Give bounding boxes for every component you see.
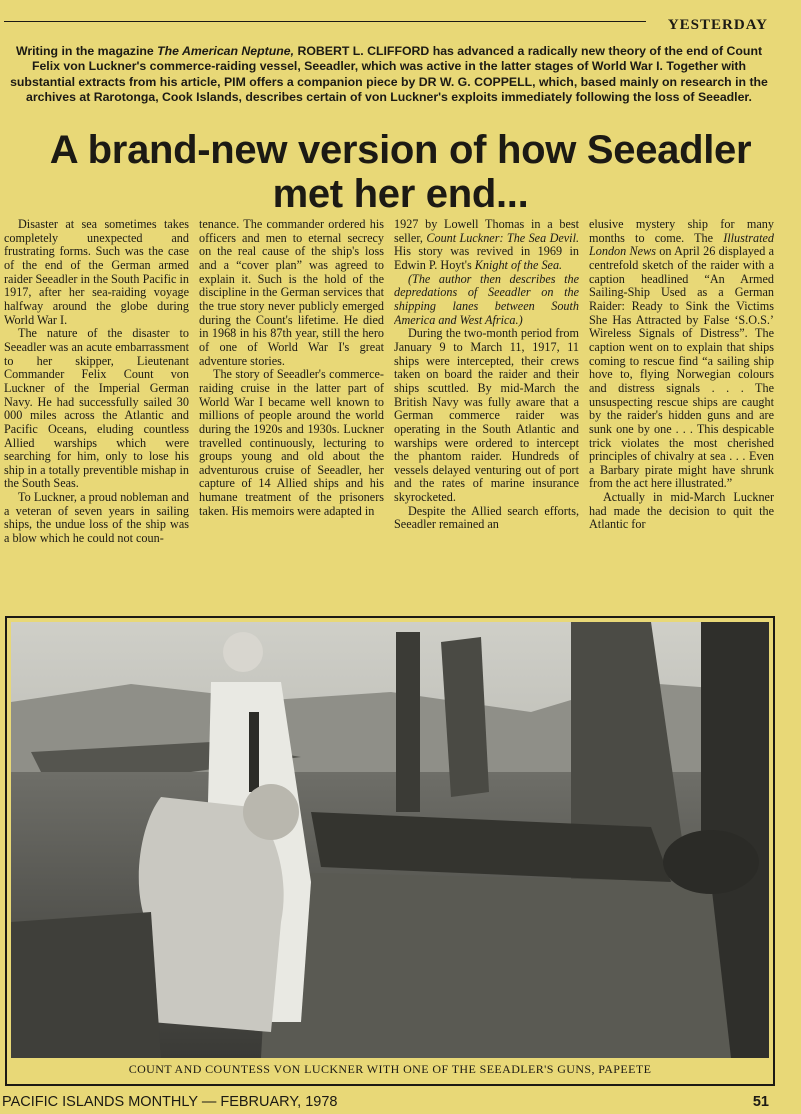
magazine-title: The American Neptune,: [157, 44, 295, 58]
book-title: Count Luckner: The Sea Devil.: [426, 230, 579, 245]
text-run: on April 26 displayed a centrefold sketch of the raider with a caption headlined “An Armed Sailing-Ship Used as a German Raider: Ready to Sink the Victims She Has Attracted by False ‘S.O.S.’ Wireless Signals of Distress”. The caption went on to explain that ships coming to rescue find “a sailing ship hove to, flying Norwegian colours and distress signals . . . The unsuspecting rescue ships are caught by the raider's hidden guns and are sunk one by one . . . This despicable trick violates the most cherished principles of chivalry at sea . . . Even a Barbary pirate might have shrunk from the act here illustrated.”: [589, 244, 774, 491]
headline-line-2: met her end...: [272, 172, 529, 216]
text-run: elusive mystery ship for many months to come. The: [589, 218, 774, 245]
photo-caption: COUNT AND COUNTESS VON LUCKNER WITH ONE OF THE SEEADLER'S GUNS, PAPEETE: [128, 1062, 652, 1076]
footer-publication: PACIFIC ISLANDS MONTHLY — FEBRUARY, 1978: [2, 1094, 338, 1110]
paragraph: The nature of the disaster to Seeadler was an acute embarrassment to her skipper, Lieutenant Commander Felix Count von Luckner of the Imperial German Navy. He had successfully sailed 30 000 miles across the Atlantic and Pacific Oceans, eluding countless Allied warships which were searching for him, only to lose his ship in a totally preventible mishap in the South Seas.: [4, 326, 189, 491]
paragraph: tenance. The commander ordered his officers and men to eternal secrecy on the real cause of the ship's loss and a “cover plan” was agreed to explain it. Such is the hold of the discipline in the German services that the true story never publicly emerged during the Count's lifetime. He died in 1968 in his 87th year, still the hero of one of World War I's great adventure stories.: [199, 218, 384, 368]
paragraph: [589, 218, 774, 491]
editor-note: [394, 273, 579, 328]
article-column-2: [199, 218, 384, 610]
article-column-3: [394, 218, 579, 610]
intro-standfirst: [3, 44, 775, 106]
book-title: Knight of the Sea.: [474, 257, 563, 272]
text-run: 1927 by Lowell Thomas in a best seller,: [394, 218, 579, 245]
paragraph: To Luckner, a proud nobleman and a veteran of seven years in sailing ships, the undue loss of the ship was a blow which he could not coun-: [4, 490, 189, 546]
headline: [0, 128, 801, 216]
article-columns: [4, 218, 774, 610]
page-number: 51: [752, 1094, 769, 1110]
header-rule: [4, 21, 646, 22]
article-column-4: [589, 218, 774, 610]
section-label: YESTERDAY: [667, 17, 768, 33]
article-column-1: [4, 218, 189, 610]
intro-text-1: Writing in the magazine: [15, 44, 158, 58]
paragraph: Despite the Allied search efforts, Seeadler remained an: [394, 503, 579, 532]
photo-illustration: [11, 622, 769, 1058]
text-run: His story was revived in 1969 in Edwin P. Hoyt's: [394, 244, 579, 272]
photograph: [11, 622, 769, 1058]
paragraph: Actually in mid-March Luckner had made the decision to quit the Atlantic for: [589, 490, 774, 532]
intro-text-2: ROBERT L. CLIFFORD has advanced a radically new theory of the end of Count Felix von Luckner's commerce-raiding vessel, Seeadler, which was active in the latter stages of World War I. Together with substantial extracts from his article, PIM offers a companion piece by DR W. G. COPPELL, which, based mainly on research in the archives at Rarotonga, Cook Islands, describes certain of von Luckner's exploits immediately following the loss of Seeadler.: [10, 44, 768, 105]
paragraph: [394, 218, 579, 273]
paragraph: During the two-month period from January 9 to March 11, 1917, 11 ships were intercepted, their crews taken on board the raider and their ships scuttled. By mid-March the British Navy was fully aware that a German commerce raider was operating in the South Atlantic and warships were ordered to intercept the phantom raider. Hundreds of vessels delayed venturing out of port and the rates of marine insurance skyrocketed.: [394, 326, 579, 505]
headline-line-1: A brand-new version of how Seeadler: [49, 128, 752, 172]
editor-note-text: (The author then describes the depredations of Seeadler on the shipping lanes between South America and West Africa.): [394, 271, 579, 327]
photo-frame: [5, 616, 775, 1086]
paragraph: Disaster at sea sometimes takes completely unexpected and frustrating forms. Such was the case of the end of the German armed raider Seeadler in the South Pacific in 1917, after her sea-raiding voyage halfway around the globe during World War I.: [4, 218, 189, 327]
publication-title: Illustrated London News: [589, 230, 774, 259]
paragraph: The story of Seeadler's commerce-raiding cruise in the latter part of World War I became well known to millions of people around the world during the 1920s and 1930s. Luckner travelled continuously, lecturing to groups young and old about the adventurous cruise of Seeadler, her capture of 14 Allied ships and his humane treatment of the prisoners taken. His memoirs were adapted in: [199, 367, 384, 518]
